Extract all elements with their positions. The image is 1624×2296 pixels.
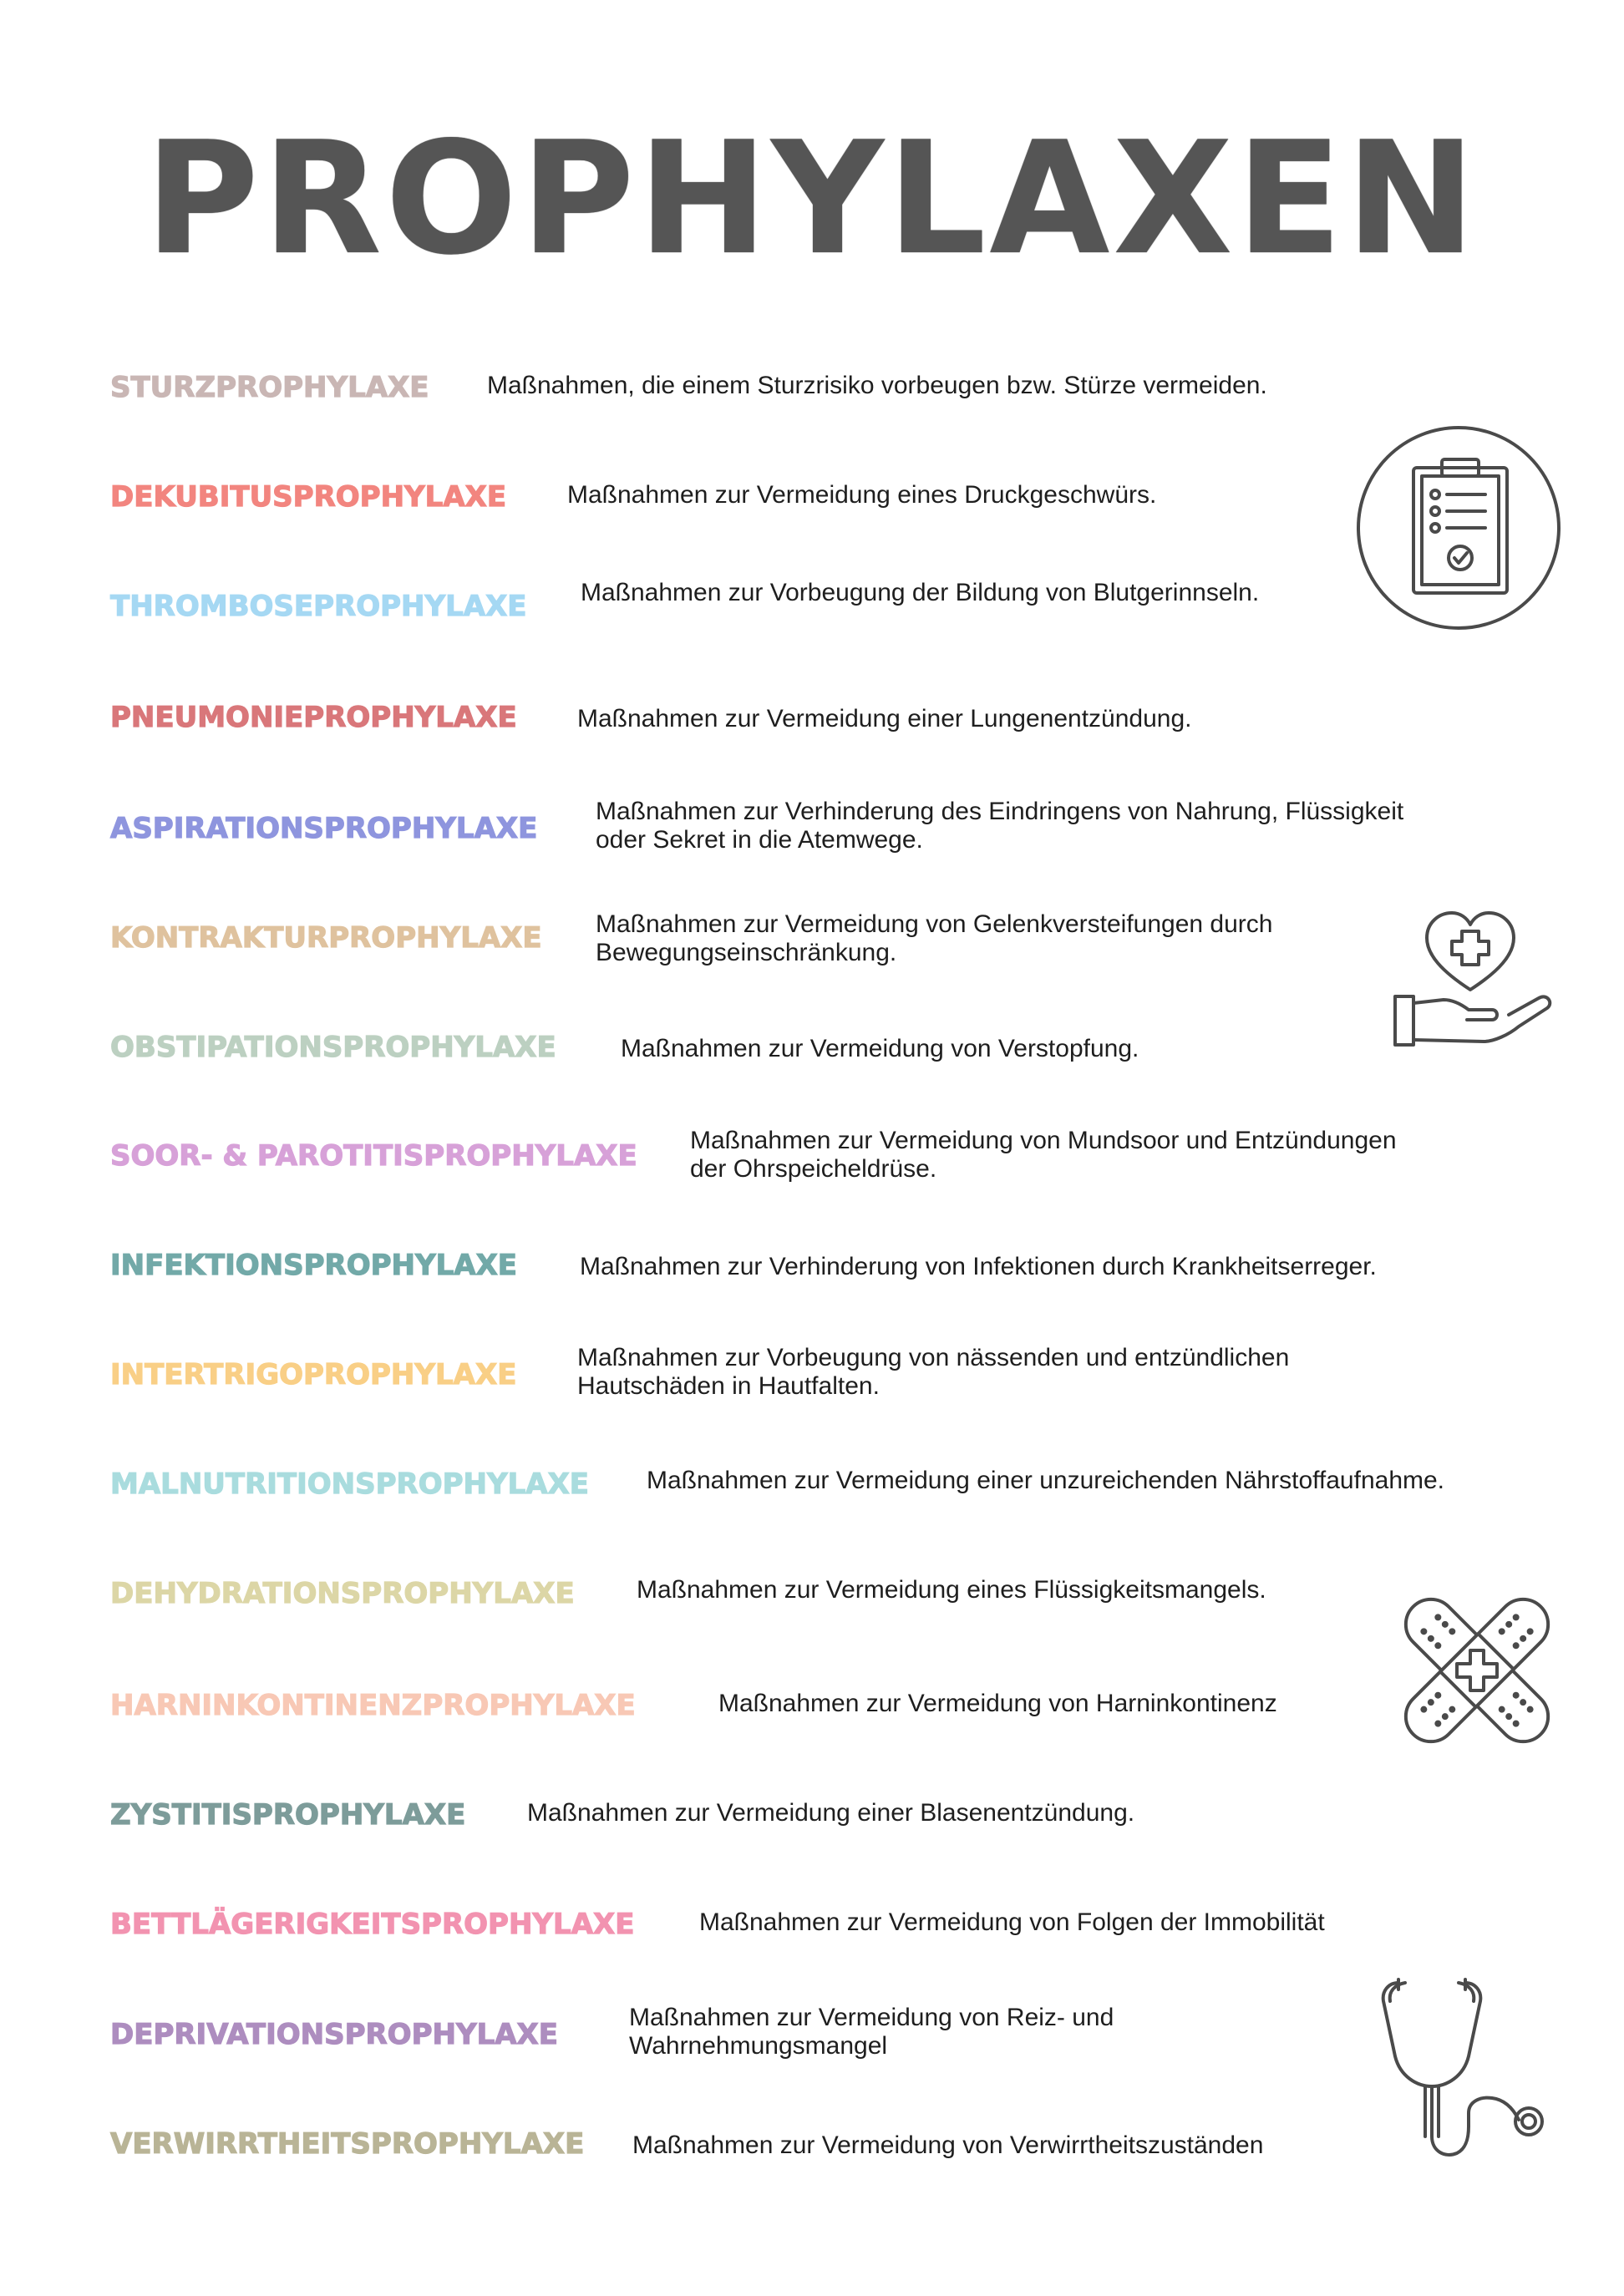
desc-verwirrtheitsprophylaxe: Maßnahmen zur Vermeidung von Verwirrtheitszuständen [632, 2131, 1264, 2159]
term-thromboseprophylaxe: THROMBOSEPROPHYLAXE [110, 590, 527, 623]
desc-pneumonieprophylaxe: Maßnahmen zur Vermeidung einer Lungenentzündung. [577, 705, 1192, 732]
desc-harninkontinenzprophylaxe: Maßnahmen zur Vermeidung von Harninkontinenz [718, 1690, 1277, 1717]
term-obstipationsprophylaxe: OBSTIPATIONSPROPHYLAXE [110, 1031, 556, 1064]
desc-deprivationsprophylaxe: Maßnahmen zur Vermeidung von Reiz- und Wahrnehmungsmangel [629, 2004, 1114, 2060]
term-aspirationsprophylaxe: ASPIRATIONSPROPHYLAXE [110, 812, 538, 845]
clipboard-checklist-icon [1355, 424, 1562, 631]
heart-in-hand-icon [1392, 906, 1559, 1057]
term-dehydrationsprophylaxe: DEHYDRATIONSPROPHYLAXE [110, 1577, 575, 1610]
desc-sturzprophylaxe: Maßnahmen, die einem Sturzrisiko vorbeugen bzw. Stürze vermeiden. [487, 372, 1267, 399]
desc-soor-parotitisprophylaxe: Maßnahmen zur Vermeidung von Mundsoor und Entzündungen der Ohrspeicheldrüse. [690, 1127, 1397, 1183]
desc-infektionsprophylaxe: Maßnahmen zur Verhinderung von Infektionen durch Krankheitserreger. [580, 1253, 1377, 1280]
desc-dekubitusprophylaxe: Maßnahmen zur Vermeidung eines Druckgeschwürs. [567, 481, 1157, 509]
term-pneumonieprophylaxe: PNEUMONIEPROPHYLAXE [110, 701, 517, 734]
desc-zystitisprophylaxe: Maßnahmen zur Vermeidung einer Blasenentzündung. [527, 1799, 1135, 1827]
crossed-bandages-icon [1393, 1587, 1561, 1754]
term-harninkontinenzprophylaxe: HARNINKONTINENZPROPHYLAXE [110, 1689, 636, 1722]
term-zystitisprophylaxe: ZYSTITISPROPHYLAXE [110, 1798, 466, 1832]
desc-bettlaegerigkeitsprophylaxe: Maßnahmen zur Vermeidung von Folgen der Immobilität [699, 1908, 1325, 1936]
term-sturzprophylaxe: STURZPROPHYLAXE [110, 371, 429, 404]
stethoscope-icon [1370, 1973, 1562, 2165]
term-soor-parotitisprophylaxe: SOOR- & PAROTITISPROPHYLAXE [110, 1139, 637, 1173]
desc-aspirationsprophylaxe: Maßnahmen zur Verhinderung des Eindringens von Nahrung, Flüssigkeit oder Sekret in die Atemwege. [596, 798, 1404, 854]
desc-dehydrationsprophylaxe: Maßnahmen zur Vermeidung eines Flüssigkeitsmangels. [637, 1576, 1266, 1604]
term-malnutritionsprophylaxe: MALNUTRITIONSPROPHYLAXE [110, 1467, 590, 1501]
term-kontrakturprophylaxe: KONTRAKTURPROPHYLAXE [110, 921, 542, 955]
term-infektionsprophylaxe: INFEKTIONSPROPHYLAXE [110, 1249, 518, 1282]
desc-obstipationsprophylaxe: Maßnahmen zur Vermeidung von Verstopfung. [621, 1035, 1139, 1062]
term-verwirrtheitsprophylaxe: VERWIRRTHEITSPROPHYLAXE [110, 2127, 585, 2161]
page-title: PROPHYLAXEN [145, 108, 1479, 289]
desc-kontrakturprophylaxe: Maßnahmen zur Vermeidung von Gelenkversteifungen durch Bewegungseinschränkung. [596, 910, 1273, 966]
desc-malnutritionsprophylaxe: Maßnahmen zur Vermeidung einer unzureichenden Nährstoffaufnahme. [647, 1467, 1445, 1494]
term-dekubitusprophylaxe: DEKUBITUSPROPHYLAXE [110, 480, 507, 514]
term-bettlaegerigkeitsprophylaxe: BETTLÄGERIGKEITSPROPHYLAXE [110, 1908, 635, 1941]
desc-thromboseprophylaxe: Maßnahmen zur Vorbeugung der Bildung von Blutgerinnseln. [581, 579, 1260, 606]
term-deprivationsprophylaxe: DEPRIVATIONSPROPHYLAXE [110, 2018, 558, 2051]
term-intertrigoprophylaxe: INTERTRIGOPROPHYLAXE [110, 1358, 517, 1391]
desc-intertrigoprophylaxe: Maßnahmen zur Vorbeugung von nässenden und entzündlichen Hautschäden in Hautfalten. [577, 1344, 1290, 1400]
